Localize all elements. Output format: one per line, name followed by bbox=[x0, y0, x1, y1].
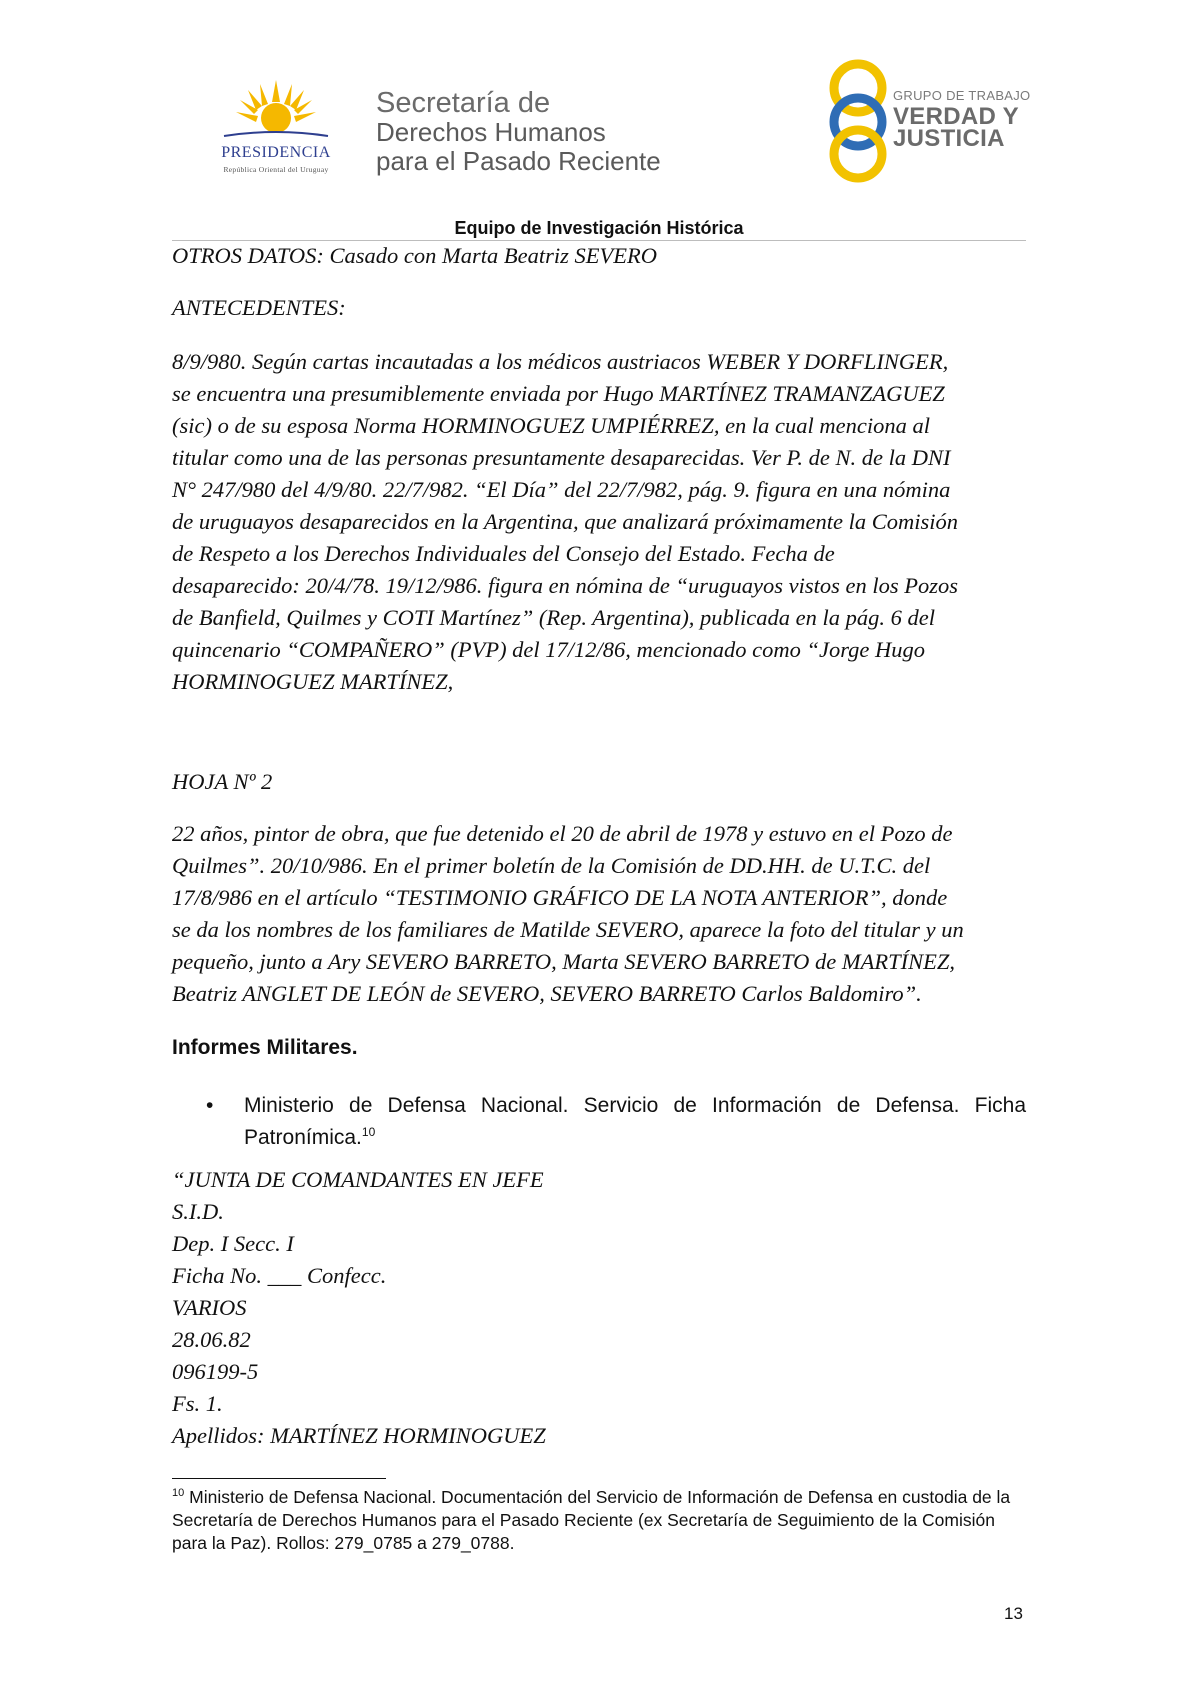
footnote-text: Ministerio de Defensa Nacional. Documentación del Servicio de Información de Defensa en custodia de la Secretaría de Derechos Humanos para el Pasado Reciente (ex Secretaría de Seguimiento de la Comisión para la Paz). Rollos: 279_0785 a 279_0788. bbox=[172, 1487, 1011, 1553]
paragraph-2-line: se da los nombres de los familiares de Matilde SEVERO, aparece la foto del titular y un bbox=[172, 917, 964, 942]
paragraph-1-line: N° 247/980 del 4/9/80. 22/7/982. “El Día” del 22/7/982, pág. 9. figura en una nómina bbox=[172, 477, 951, 502]
ficha-line: VARIOS bbox=[172, 1295, 247, 1320]
paragraph-2-line: Quilmes”. 20/10/986. En el primer boletín de la Comisión de DD.HH. de U.T.C. del bbox=[172, 853, 931, 878]
paragraph-1-line: se encuentra una presumiblemente enviada por Hugo MARTÍNEZ TRAMANZAGUEZ bbox=[172, 381, 945, 406]
bullet-text-content: Ministerio de Defensa Nacional. Servicio de Información de Defensa. Ficha Patronímica. bbox=[244, 1094, 1026, 1149]
footnote-ref[interactable]: 10 bbox=[361, 1125, 376, 1139]
paragraph-1-line: desaparecido: 20/4/78. 19/12/986. figura en nómina de “uruguayos vistos en los Pozos bbox=[172, 573, 959, 598]
grupo-trabajo-label: GRUPO DE TRABAJO bbox=[893, 88, 1031, 103]
paragraph-1-line: de uruguayos desaparecidos en la Argentina, que analizará próximamente la Comisión bbox=[172, 509, 958, 534]
presidencia-subtitle: República Oriental del Uruguay bbox=[223, 165, 329, 174]
bullet-icon: • bbox=[206, 1094, 214, 1117]
paragraph-2-line: 17/8/986 en el artículo “TESTIMONIO GRÁFICO DE LA NOTA ANTERIOR”, donde bbox=[172, 885, 948, 910]
ficha-line: Apellidos: MARTÍNEZ HORMINOGUEZ bbox=[172, 1423, 546, 1448]
ficha-line: 096199-5 bbox=[172, 1359, 259, 1384]
paragraph-1-line: titular como una de las personas presuntamente desaparecidas. Ver P. de N. de la DNI bbox=[172, 445, 951, 470]
sun-emblem-icon bbox=[196, 78, 356, 148]
ficha-line: “JUNTA DE COMANDANTES EN JEFE bbox=[172, 1167, 544, 1192]
ficha-line: Ficha No. ___ Confecc. bbox=[172, 1263, 387, 1288]
paragraph-1 bbox=[172, 346, 1026, 698]
footnote-number: 10 bbox=[172, 1487, 185, 1500]
ficha-line: Dep. I Secc. I bbox=[172, 1231, 294, 1256]
footnote bbox=[172, 1486, 1026, 1555]
informes-militares-heading: Informes Militares. bbox=[172, 1036, 358, 1059]
secretaria-line-2: Derechos Humanos bbox=[376, 117, 606, 147]
ficha-line: S.I.D. bbox=[172, 1199, 224, 1224]
paragraph-1-line: de Respeto a los Derechos Individuales del Consejo del Estado. Fecha de bbox=[172, 541, 835, 566]
paragraph-2-line: 22 años, pintor de obra, que fue detenido el 20 de abril de 1978 y estuvo en el Pozo de bbox=[172, 821, 953, 846]
hoja-label: HOJA Nº 2 bbox=[172, 769, 273, 794]
paragraph-2 bbox=[172, 818, 1026, 1010]
team-title: Equipo de Investigación Histórica bbox=[454, 218, 744, 238]
ficha-line: 28.06.82 bbox=[172, 1327, 251, 1352]
bullet-text bbox=[244, 1090, 1026, 1154]
paragraph-1-line: HORMINOGUEZ MARTÍNEZ, bbox=[172, 669, 454, 694]
presidencia-wordmark: PRESIDENCIA bbox=[221, 144, 331, 161]
paragraph-1-line: quincenario “COMPAÑERO” (PVP) del 17/12/86, mencionado como “Jorge Hugo bbox=[172, 637, 926, 662]
ficha-line: Fs. 1. bbox=[172, 1391, 223, 1416]
paragraph-2-line: Beatriz ANGLET DE LEÓN de SEVERO, SEVERO BARRETO Carlos Baldomiro”. bbox=[172, 981, 922, 1006]
verdad-label: VERDAD Y bbox=[893, 103, 1019, 130]
footnote-divider bbox=[172, 1478, 386, 1479]
presidencia-logo bbox=[196, 78, 356, 178]
page-number: 13 bbox=[1004, 1604, 1023, 1623]
paragraph-1-line: de Banfield, Quilmes y COTI Martínez” (Rep. Argentina), publicada en la pág. 6 del bbox=[172, 605, 936, 630]
paragraph-1-line: (sic) o de su esposa Norma HORMINOGUEZ UMPIÉRREZ, en la cual menciona al bbox=[172, 413, 931, 438]
ficha-block bbox=[172, 1164, 1026, 1452]
paragraph-2-line: pequeño, junto a Ary SEVERO BARRETO, Marta SEVERO BARRETO de MARTÍNEZ, bbox=[172, 949, 956, 974]
otros-datos: OTROS DATOS: Casado con Marta Beatriz SEVERO bbox=[172, 243, 657, 268]
paragraph-1-line: 8/9/980. Según cartas incautadas a los médicos austriacos WEBER Y DORFLINGER, bbox=[172, 349, 949, 374]
justicia-label: JUSTICIA bbox=[893, 125, 1005, 152]
secretaria-line-3: para el Pasado Reciente bbox=[376, 146, 661, 176]
antecedentes-heading: ANTECEDENTES: bbox=[172, 295, 346, 320]
secretaria-title bbox=[376, 88, 661, 176]
secretaria-line-1: Secretaría de bbox=[376, 87, 551, 119]
